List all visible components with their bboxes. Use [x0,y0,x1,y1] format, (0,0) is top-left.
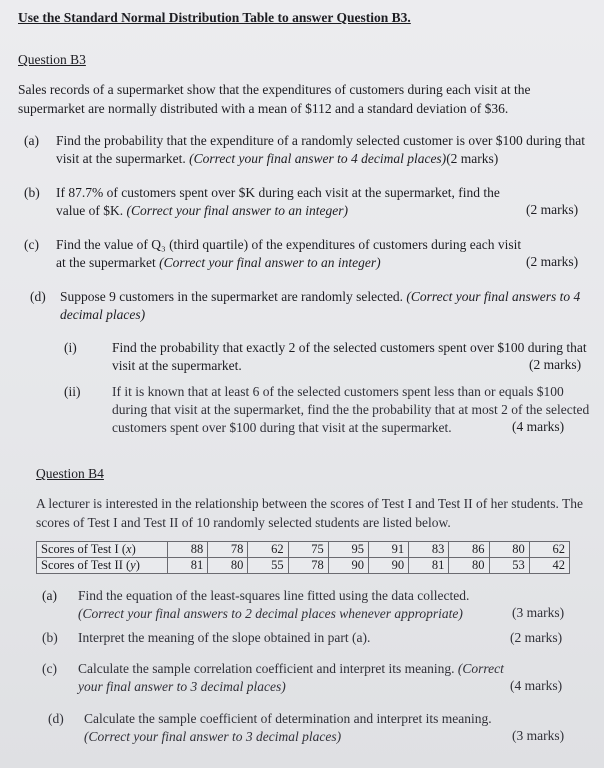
table-cell: 83 [409,542,449,558]
b4-c-marks: (4 marks) [510,678,563,693]
b4-c-text: Calculate the sample correlation coefficient and interpret its meaning. [78,661,455,676]
page-title: Use the Standard Normal Distribution Table to answer Question B3. [18,10,411,25]
table-cell: 78 [208,542,248,558]
b4-d-instruction: (Correct your final answer to 3 decimal places) [84,729,342,744]
table-cell: 86 [449,542,489,558]
table-row [37,542,570,558]
b4-b-question: Interpret the meaning of the slope obtained in part (a). [78,630,371,645]
b3-d-i-question: Find the probability that exactly 2 of the selected customers spent over $100 during that visit at the supermarket. [112,340,587,373]
table-cell: 80 [489,542,529,558]
table-cell: 90 [328,558,368,574]
b3-d-i-marks: (2 marks) [529,357,582,372]
table-cell: 81 [409,558,449,574]
b3-d-ii-marks: (4 marks) [512,419,565,434]
table-cell: 42 [529,558,569,574]
b3-d-ii-question: If it is known that at least 6 of the selected customers spent less than or equals $100 during that visit at the supermarket, find the the probability that at most 2 of the selected customers spent over $100 during that visit at the supermarket. [112,384,590,435]
b3-b-question [56,184,526,220]
b4-a-question [78,587,510,623]
b3-c-question [56,236,526,272]
table-cell: 55 [248,558,288,574]
table-cell: 53 [489,558,529,574]
b3-a-instruction: (Correct your final answer to 4 decimal places) [189,151,447,166]
table-cell: 90 [368,558,408,574]
b3-d-question [60,288,594,324]
b3-c-text: Find the value of Q₃ (third quartile) of the expenditures of customers during each visit at the supermarket [56,237,522,270]
b4-a-instruction: (Correct your final answers to 2 decimal places whenever appropriate) [78,606,463,621]
question-b3-intro: Sales records of a supermarket show that the expenditures of customers during each visit at the supermarket are normally distributed with a mean of $112 and a standard deviation of $36. [18,82,531,116]
table-cell: 88 [168,542,208,558]
b3-d-text: Suppose 9 customers in the supermarket are randomly selected. [60,289,404,304]
b4-a-marks: (3 marks) [512,605,565,620]
b4-c-label: (c) [42,661,57,676]
table-cell: 91 [368,542,408,558]
table-row [37,558,570,574]
scores-table [36,541,570,574]
b3-a-label: (a) [24,133,39,148]
b4-d-question [84,710,514,746]
table-cell: 80 [449,558,489,574]
table-cell: 80 [208,558,248,574]
table-cell: 75 [288,542,328,558]
b3-d-i-label: (i) [64,340,77,355]
table-cell: 78 [288,558,328,574]
question-b4-intro: A lecturer is interested in the relationship between the scores of Test I and Test II of her students. The scores of Test I and Test II of 10 randomly selected students are listed below. [36,496,583,530]
table-cell: 62 [529,542,569,558]
b4-c-instruction: (Correct your final answer to 3 decimal places) [78,661,504,694]
b3-b-instruction: (Correct your final answer to an integer) [126,203,348,218]
b3-b-text: If 87.7% of customers spent over $K during each visit at the supermarket, find the value of $K. [56,185,500,218]
b3-d-label: (d) [30,289,46,304]
b4-b-marks: (2 marks) [510,630,563,645]
row-label-test-2: Scores of Test II (y) [37,558,168,574]
b3-c-instruction: (Correct your final answer to an integer) [159,255,381,270]
b3-a-text: Find the probability that the expenditure of a randomly selected customer is over $100 during that visit at the supermarket. [56,133,585,166]
b4-d-label: (d) [48,711,64,726]
b3-c-label: (c) [24,237,39,252]
question-b3-heading: Question B3 [18,52,86,67]
table-cell: 62 [248,542,288,558]
b4-d-text: Calculate the sample coefficient of determination and interpret its meaning. [84,711,492,726]
b3-b-label: (b) [24,185,40,200]
b4-a-text: Find the equation of the least-squares line fitted using the data collected. [78,588,470,603]
b3-b-marks: (2 marks) [526,202,579,217]
b3-d-ii-label: (ii) [64,384,81,399]
b3-c-marks: (2 marks) [526,254,579,269]
b3-a-question [56,132,594,168]
b3-d-instruction: (Correct your final answers to 4 decimal places) [60,289,581,322]
b4-d-marks: (3 marks) [512,728,565,743]
b3-a-marks: (2 marks) [446,151,499,166]
table-cell: 81 [168,558,208,574]
row-label-test-1: Scores of Test I (x) [37,542,168,558]
table-cell: 95 [328,542,368,558]
question-b4-heading: Question B4 [36,466,104,481]
b4-c-question [78,660,508,696]
b4-b-label: (b) [42,630,58,645]
b4-a-label: (a) [42,588,57,603]
